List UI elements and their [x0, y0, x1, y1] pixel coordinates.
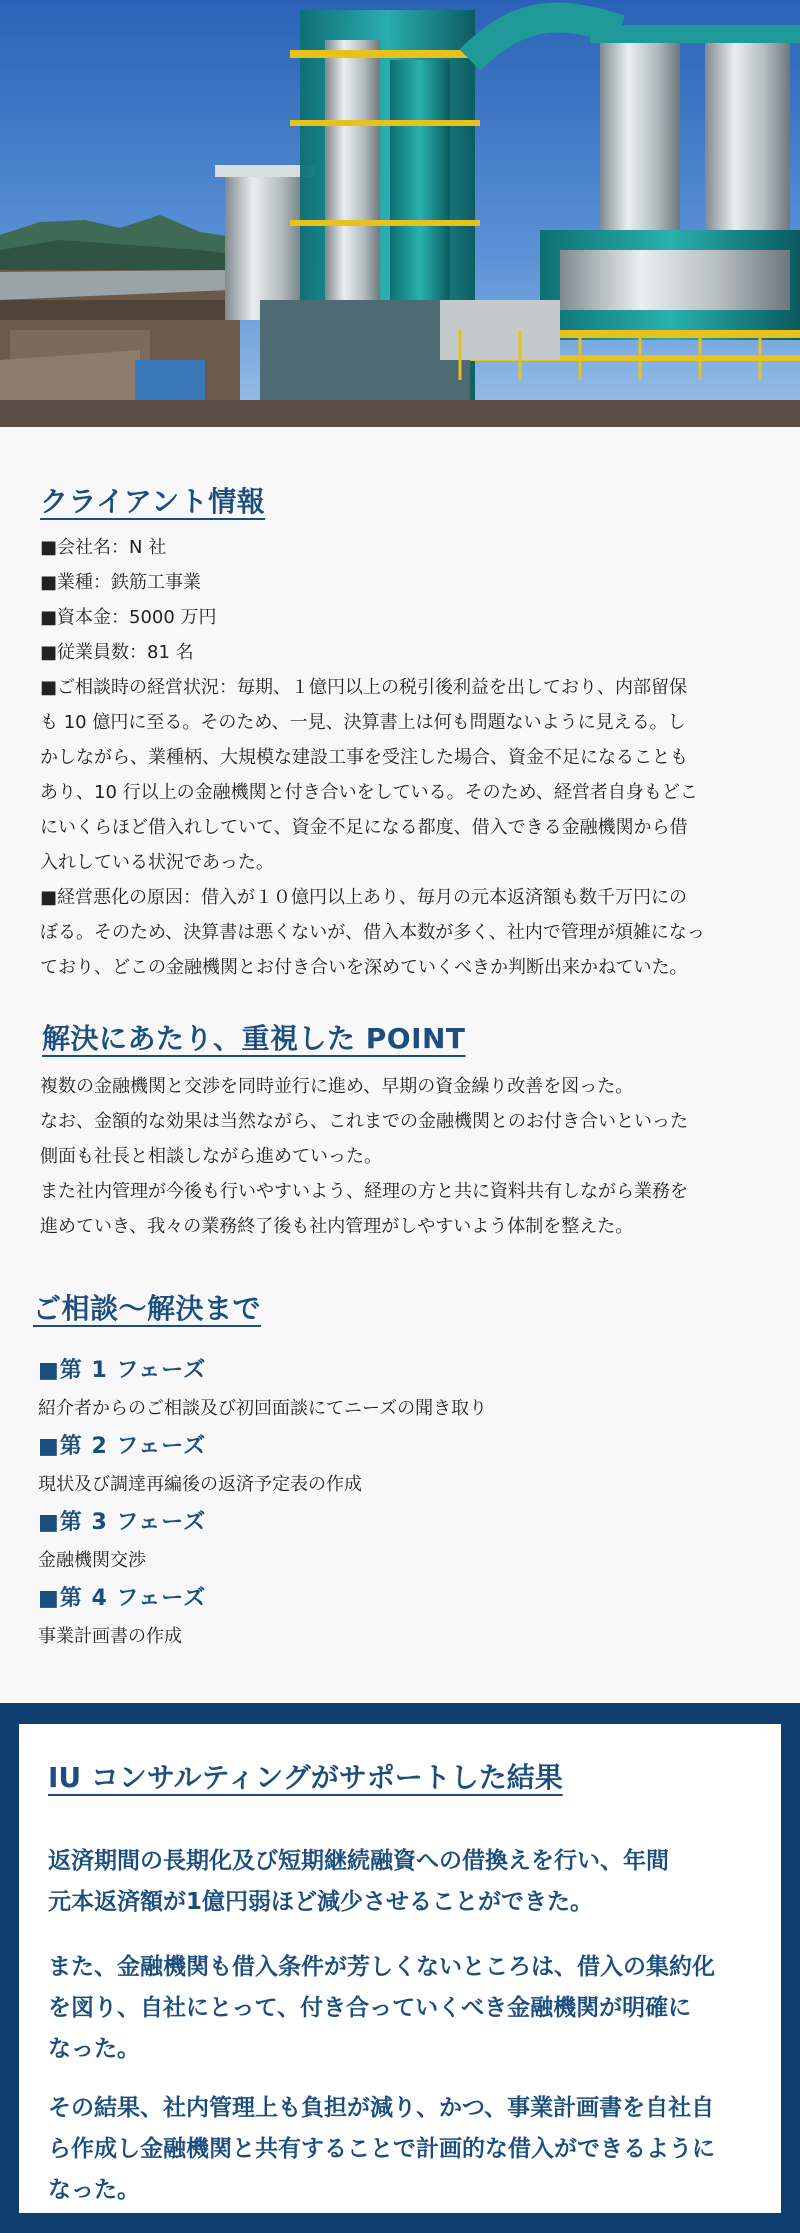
phase-1-desc: 紹介者からのご相談及び初回面談にてニーズの聞き取り: [38, 1398, 488, 1419]
client-info-line: ■従業員数：81 名: [40, 642, 194, 663]
points-line: 進めていき、我々の業務終了後も社内管理がしやすいよう体制を整えた。: [40, 1216, 634, 1237]
result-line: 元本返済額が1億円弱ほど減少させることができた。: [48, 1889, 594, 1915]
client-info-line: ており、どこの金融機関とお付き合いを深めていくべきか判断出来かねていた。: [40, 957, 688, 978]
case-content: [0, 427, 800, 1703]
client-info-line: ■ご相談時の経営状況：毎期、１億円以上の税引後利益を出しており、内部留保: [40, 677, 688, 698]
result-line: なった。: [48, 2036, 140, 2062]
phase-4-desc: 事業計画書の作成: [38, 1626, 182, 1647]
points-line: なお、金額的な効果は当然ながら、これまでの金融機関とのお付き合いといった: [40, 1111, 688, 1132]
result-paragraph-2: [48, 1947, 760, 2070]
client-info-line: 入れしている状況であった。: [40, 852, 274, 873]
phase-1-title: ■第 1 フェーズ: [38, 1358, 207, 1383]
client-info-line: ■資本金：5000 万円: [40, 607, 217, 628]
result-line: なった。: [48, 2177, 140, 2203]
client-info-line: かしながら、業種柄、大規模な建設工事を受注した場合、資金不足になることも: [40, 747, 688, 768]
client-info-line: ぼる。そのため、決算書は悪くないが、借入本数が多く、社内で管理が煩雑になっ: [40, 922, 705, 943]
result-paragraph-1: [48, 1841, 760, 1923]
result-section: [0, 1703, 800, 2233]
client-info-body: [40, 530, 762, 985]
phase-3-desc: 金融機関交渉: [38, 1550, 146, 1571]
result-line: を図り、自社にとって、付き合っていくべき金融機関が明確に: [48, 1995, 692, 2021]
client-info-line: にいくらほど借入れしていて、資金不足になる都度、借入できる金融機関から借: [40, 817, 688, 838]
result-title: IU コンサルティングがサポートした結果: [48, 1761, 563, 1794]
client-info-line: あり、10 行以上の金融機関と付き合いをしている。そのため、経営者自身もどこ: [40, 782, 698, 803]
client-info-title: クライアント情報: [40, 485, 266, 518]
points-line: 側面も社長と相談しながら進めていった。: [40, 1146, 382, 1167]
result-paragraph-3: [48, 2088, 760, 2211]
points-line: また社内管理が今後も行いやすいよう、経理の方と共に資料共有しながら業務を: [40, 1181, 688, 1202]
hero-plant-image: [0, 0, 800, 427]
phase-2-desc: 現状及び調達再編後の返済予定表の作成: [38, 1474, 362, 1495]
process-title: ご相談～解決まで: [33, 1292, 262, 1325]
result-line: その結果、社内管理上も負担が減り、かつ、事業計画書を自社自: [48, 2095, 715, 2121]
points-title: 解決にあたり、重視した POINT: [42, 1022, 466, 1055]
phase-4-title: ■第 4 フェーズ: [38, 1586, 207, 1611]
client-info-line: ■経営悪化の原因：借入が１０億円以上あり、毎月の元本返済額も数千万円にの: [40, 887, 688, 908]
client-info-line: ■会社名：N 社: [40, 537, 167, 558]
client-info-line: ■業種：鉄筋工事業: [40, 572, 202, 593]
result-card: [19, 1724, 781, 2213]
client-info-line: も 10 億円に至る。そのため、一見、決算書上は何も問題ないように見える。し: [40, 712, 686, 733]
phase-3-title: ■第 3 フェーズ: [38, 1510, 207, 1535]
result-line: ら作成し金融機関と共有することで計画的な借入ができるように: [48, 2136, 715, 2162]
phase-2-title: ■第 2 フェーズ: [38, 1434, 207, 1459]
process-phases: [38, 1352, 758, 1656]
points-body: [40, 1069, 762, 1244]
points-line: 複数の金融機関と交渉を同時並行に進め、早期の資金繰り改善を図った。: [40, 1076, 634, 1097]
result-line: また、金融機関も借入条件が芳しくないところは、借入の集約化: [48, 1954, 715, 1980]
result-line: 返済期間の長期化及び短期継続融資への借換えを行い、年間: [48, 1848, 669, 1874]
